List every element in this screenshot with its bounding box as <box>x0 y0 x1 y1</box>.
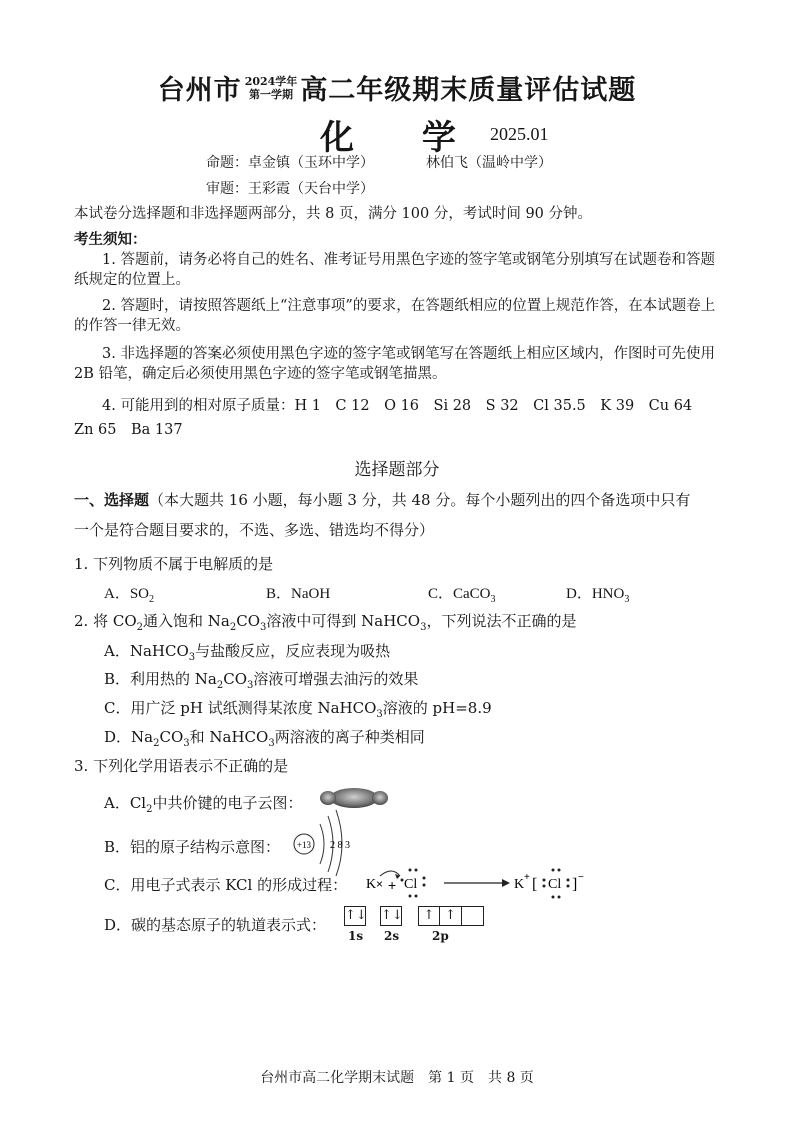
part1-label: 一、选择题 <box>74 491 150 509</box>
q1-option-d <box>566 582 629 605</box>
q1-option-a <box>104 582 154 605</box>
carbon-orbital-diagram <box>344 905 494 945</box>
q2-stem-part: 溶液中可得到 NaHCO <box>266 612 421 630</box>
q2-b-sub: 3 <box>247 680 254 691</box>
q3-option-b: B．铝的原子结构示意图： <box>104 838 281 856</box>
svg-text:+: + <box>524 872 530 883</box>
q1-option-c <box>428 582 496 605</box>
electron-shells: 2 8 3 <box>330 840 350 851</box>
exam-date: 2025.01 <box>490 124 549 144</box>
part1-desc-line1: （本大题共 16 小题，每小题 3 分，共 48 分。每个小题列出的四个备选项中只有 <box>149 491 691 509</box>
q2-b-part: 溶液可增强去油污的效果 <box>253 670 419 688</box>
q2-stem-sub: 2 <box>136 622 143 633</box>
q2-option-a <box>104 640 390 663</box>
q2-c-part: 溶液的 pH=8.9 <box>382 699 492 717</box>
q3-a-sub: 2 <box>146 804 153 815</box>
part1-desc-line2: 一个是符合题目要求的，不选、多选、错选均不得分） <box>74 521 435 539</box>
q3-a-part: A．Cl <box>104 794 147 812</box>
q3-option-d: D．碳的基态原子的轨道表示式： <box>104 916 327 934</box>
authors-first: 命题：卓金镇（玉环中学） <box>206 155 374 171</box>
page-footer: 台州市高二化学期末试题 第 1 页 共 8 页 <box>260 1070 534 1086</box>
q2-d-part: D．Na <box>104 728 154 746</box>
q2-d-sub: 2 <box>153 738 160 749</box>
q2-stem-part: CO <box>236 612 260 630</box>
svg-text:+: + <box>388 877 397 893</box>
reviewer: 审题：王彩霞（天台中学） <box>206 181 374 197</box>
q2-stem-sub: 3 <box>260 622 267 633</box>
q2-stem <box>74 610 576 633</box>
nucleus-charge: +13 <box>296 840 312 850</box>
kcl-formation-diagram <box>364 866 594 906</box>
q2-c-part: C．用广泛 pH 试纸测得某浓度 NaHCO <box>104 699 377 717</box>
q2-d-part: 两溶液的离子种类相同 <box>274 728 425 746</box>
q2-a-part: 与盐酸反应，反应表现为吸热 <box>195 642 391 660</box>
svg-text:]: ] <box>572 876 578 893</box>
q3-option-a <box>104 792 303 815</box>
notice-item-2: 2. 答题时，请按照答题纸上“注意事项”的要求，在答题纸相应的位置上规范作答，在本试题卷上的作答一律无效。 <box>74 298 716 334</box>
q2-b-sub: 2 <box>216 680 224 691</box>
orbital-box: ↑ <box>418 906 440 926</box>
k-atom: K <box>366 877 377 892</box>
q2-stem-part: 通入饱和 Na <box>143 612 230 630</box>
q2-d-part: CO <box>159 728 184 746</box>
kcl-dots-arrows <box>364 866 594 906</box>
orbital-2s <box>380 905 402 926</box>
orbital-box: ↑↓ <box>344 906 366 926</box>
notice-item-4-line1: 4. 可能用到的相对原子质量：H 1 C 12 O 16 Si 28 S 32 Cl 35.5 K 39 Cu 64 <box>102 398 693 414</box>
q2-stem-sub: 3 <box>420 622 427 633</box>
q3-stem: 3. 下列化学用语表示不正确的是 <box>74 757 289 775</box>
q3-a-part: 中共价键的电子云图： <box>152 794 303 812</box>
q2-stem-part: 2. 将 CO <box>74 612 137 630</box>
city-name: 台州市 <box>157 75 242 106</box>
q1-c-sub: 3 <box>490 594 496 605</box>
q2-a-part: A．NaHCO <box>104 642 189 660</box>
authors-second: 林伯飞（温岭中学） <box>426 155 552 171</box>
q2-b-part: CO <box>223 670 248 688</box>
q1-stem: 1. 下列物质不属于电解质的是 <box>74 555 274 573</box>
aluminum-atom-structure-diagram <box>290 796 360 876</box>
cl-ion: Cl <box>548 877 562 892</box>
q1-d-text: D．HNO <box>566 586 625 602</box>
exam-title <box>0 68 794 107</box>
orbital-label-1s: 1s <box>348 929 364 943</box>
intro-text: 本试卷分选择题和非选择题两部分，共 8 页，满分 100 分，考试时间 90 分钟。 <box>74 206 593 222</box>
q1-a-sub: 2 <box>149 594 155 605</box>
orbital-label-2s: 2s <box>384 929 400 943</box>
orbital-box <box>462 906 484 926</box>
q2-stem-sub: 2 <box>229 622 237 633</box>
orbital-label-2p: 2p <box>432 929 449 943</box>
svg-text:[: [ <box>532 876 538 893</box>
q2-option-d <box>104 726 425 749</box>
notice-item-1: 1. 答题前，请务必将自己的姓名、准考证号用黑色字迹的签字笔或钢笔分别填写在试题卷和答题纸规定的位置上。 <box>74 252 715 288</box>
q2-a-sub: 3 <box>188 652 196 663</box>
cl-atom: Cl <box>404 877 418 892</box>
year-top: 2024学年 <box>244 74 298 88</box>
q1-a-text: A．SO <box>104 586 150 602</box>
orbital-1s <box>344 905 366 926</box>
school-year <box>245 75 298 101</box>
svg-text:−: − <box>578 872 584 883</box>
part1-description <box>74 490 724 510</box>
subject-title: 化 学 <box>320 118 484 158</box>
q1-c-text: C．CaCO <box>428 586 491 602</box>
orbital-box: ↑↓ <box>380 906 402 926</box>
q3-option-c: C．用电子式表示 KCl 的形成过程： <box>104 876 348 894</box>
notice-item-4-line2: Zn 65 Ba 137 <box>74 422 183 438</box>
main-title: 高二年级期末质量评估试题 <box>300 75 637 106</box>
q2-b-part: B．利用热的 Na <box>104 670 217 688</box>
q2-c-sub: 3 <box>376 709 383 720</box>
k-ion: K <box>514 877 525 892</box>
section-title: 选择题部分 <box>354 460 440 480</box>
q2-d-sub: 3 <box>268 738 275 749</box>
q2-stem-part: ，下列说法不正确的是 <box>426 612 577 630</box>
q2-d-sub: 3 <box>183 738 190 749</box>
orbital-box: ↑ <box>440 906 462 926</box>
notice-heading: 考生须知： <box>74 231 147 248</box>
svg-text:×: × <box>376 877 384 891</box>
q2-option-b <box>104 668 418 691</box>
year-bottom: 第一学期 <box>249 87 293 101</box>
q2-d-part: 和 NaHCO <box>189 728 269 746</box>
orbital-2p <box>418 905 484 926</box>
q2-option-c <box>104 697 492 720</box>
q1-option-b: B．NaOH <box>266 586 331 602</box>
q1-d-sub: 3 <box>624 594 630 605</box>
notice-item-3: 3. 非选择题的答案必须使用黑色字迹的签字笔或钢笔写在答题纸上相应区域内，作图时可先使用 2B 铅笔，确定后必须使用黑色字迹的签字笔或钢笔描黑。 <box>74 346 715 382</box>
